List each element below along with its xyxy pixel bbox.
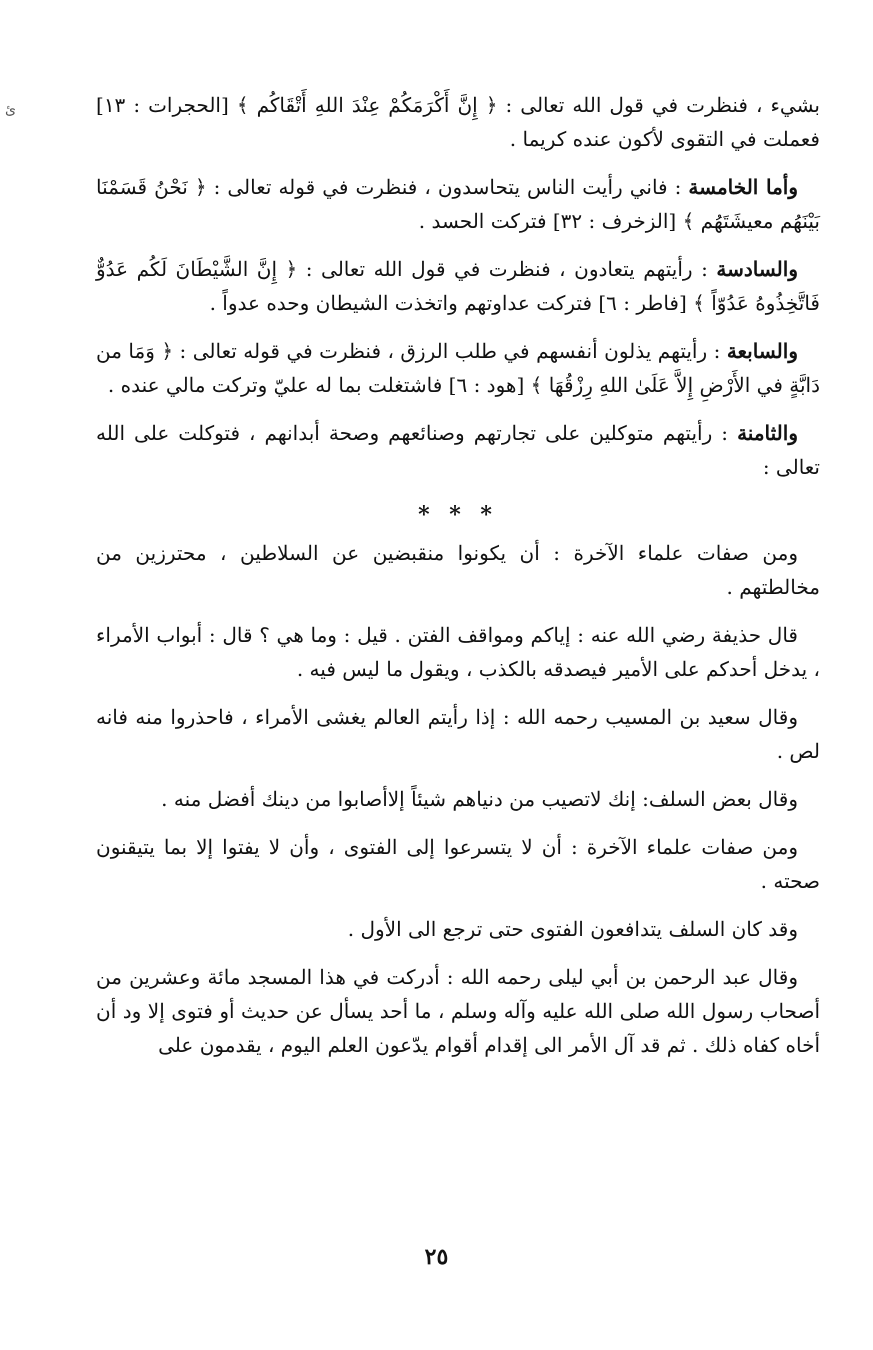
paragraph-text: : رأيتهم متوكلين على تجارتهم وصنائعهم وصحة أبدانهم ، فتوكلت على الله تعالى : [96, 421, 820, 479]
paragraph-text: بشيء ، فنظرت في قول الله تعالى : ﴿ إِنَّ أَكْرَمَكُمْ عِنْدَ اللهِ أَتْقَاكُم ﴾ [الحجرات : ١٣] فعملت في التقوى لأكون عنده كريما . [96, 93, 820, 151]
paragraph [96, 88, 820, 156]
paragraph-text: : رأيتهم يذلون أنفسهم في طلب الرزق ، فنظرت في قوله تعالى : ﴿ وَمَا من دَابَّةٍ في الأَرْضِ إِلاَّ عَلَىٰ اللهِ رِزْقُهَا ﴾ [هود : ٦] فاشتغلت بما له عليّ وتركت مالي عنده . [96, 339, 820, 397]
paragraph: وقال عبد الرحمن بن أبي ليلى رحمه الله : أدركت في هذا المسجد مائة وعشرين من أصحاب رسول الله صلى الله عليه وآله وسلم ، ما أحد يسأل عن حديث أو فتوى إلا ود أن أخاه كفاه ذلك . ثم قد آل الأمر الى إقدام أقوام يدّعون العلم اليوم ، يقدمون على [96, 965, 820, 1057]
page-number: ٢٥ [424, 1244, 449, 1270]
paragraph [96, 416, 820, 484]
margin-mark: ئ [5, 102, 16, 118]
paragraph [96, 334, 820, 402]
paragraph [96, 252, 820, 320]
paragraph-lead: والثامنة [737, 421, 798, 445]
paragraph: ومن صفات علماء الآخرة : أن لا يتسرعوا إلى الفتوى ، وأن لا يفتوا إلا بما يتيقنون صحته . [96, 835, 820, 893]
paragraph: ومن صفات علماء الآخرة : أن يكونوا منقبضين عن السلاطين ، محترزين من مخالطتهم . [96, 541, 820, 599]
paragraph: وقد كان السلف يتدافعون الفتوى حتى ترجع الى الأول . [347, 917, 798, 941]
paragraph-lead: والسابعة [726, 339, 798, 363]
paragraph: وقال بعض السلف: إنك لاتصيب من دنياهم شيئاً إلاأصابوا من دينك أفضل منه . [161, 787, 798, 811]
paragraph-text: : فاني رأيت الناس يتحاسدون ، فنظرت في قوله تعالى : ﴿ نَحْنُ قَسَمْنَا بَيْنَهُم معيشَتَهُم ﴾ [الزخرف : ٣٢] فتركت الحسد . [96, 175, 820, 233]
paragraph-lead: وأما الخامسة [688, 175, 798, 199]
paragraph-lead: والسادسة [716, 257, 798, 281]
section-separator: * * * [418, 502, 498, 528]
paragraph [96, 170, 820, 238]
paragraph: قال حذيفة رضي الله عنه : إياكم ومواقف الفتن . قيل : وما هي ؟ قال : أبواب الأمراء ، يدخل أحدكم على الأمير فيصدقه بالكذب ، ويقول ما ليس فيه . [96, 623, 820, 681]
paragraph-text: : رأيتهم يتعادون ، فنظرت في قول الله تعالى : ﴿ إِنَّ الشَّيْطَانَ لَكُم عَدُوٌّ فَاتَّخِذُوهُ عَدُوّاً ﴾ [فاطر : ٦] فتركت عداوتهم واتخذت الشيطان وحده عدواً . [96, 257, 820, 315]
paragraph: وقال سعيد بن المسيب رحمه الله : إذا رأيتم العالم يغشى الأمراء ، فاحذروا منه فانه لص . [96, 705, 820, 763]
page-body [96, 88, 820, 1076]
